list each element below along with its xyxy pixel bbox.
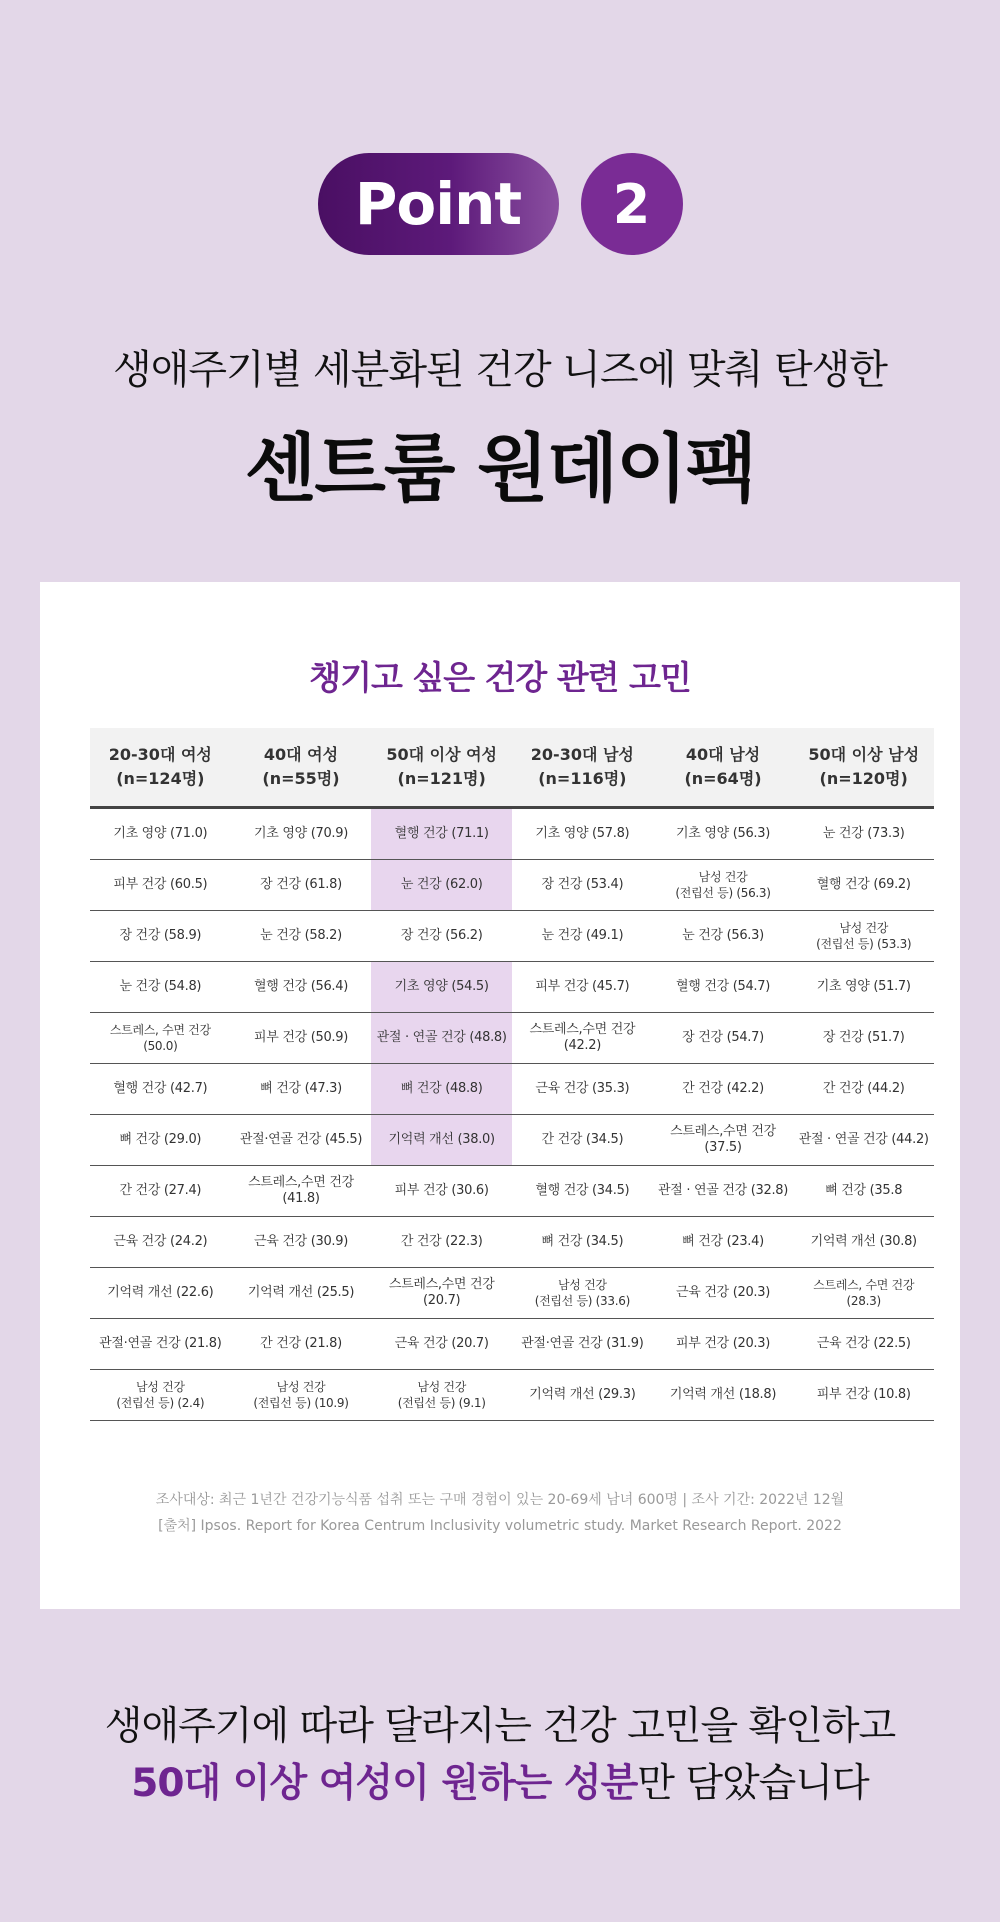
- table-row: [90, 1115, 934, 1166]
- table-cell: 눈 건강 (49.1): [541, 928, 624, 943]
- table-row: [90, 1166, 934, 1217]
- table-cell: 간 건강 (22.3): [400, 1234, 483, 1249]
- table-cell: 장 건강 (53.4): [541, 877, 624, 892]
- table-cell: 근육 건강 (35.3): [535, 1081, 630, 1096]
- point-badge-row: [0, 153, 1000, 255]
- column-sample-size: (n=116명): [538, 769, 627, 788]
- table-cell: 피부 건강 (20.3): [676, 1336, 771, 1351]
- table-cell: 스트레스, 수면 건강 (50.0): [109, 1023, 211, 1053]
- table-cell: 근육 건강 (20.7): [394, 1336, 489, 1351]
- column-header: [231, 728, 372, 806]
- table-cell: 눈 건강 (58.2): [260, 928, 342, 943]
- table-row: [90, 809, 934, 860]
- table-cell: 간 건강 (42.2): [682, 1081, 764, 1096]
- table-cell: 스트레스,수면 건강 (20.7): [388, 1277, 495, 1308]
- table-row: [90, 1013, 934, 1064]
- table-cell: 기억력 개선 (25.5): [247, 1285, 355, 1300]
- table-body: [90, 809, 934, 1421]
- column-group-label: 40대 여성: [263, 745, 339, 764]
- table-cell: 뼈 건강 (23.4): [682, 1234, 764, 1249]
- table-cell: 장 건강 (58.9): [119, 928, 202, 943]
- table-cell: 관절 · 연골 건강 (44.2): [798, 1132, 929, 1147]
- table-row: [90, 1217, 934, 1268]
- table-cell: 피부 건강 (45.7): [535, 979, 630, 994]
- footnote: [40, 1487, 960, 1539]
- table-cell: 눈 건강 (73.3): [822, 826, 905, 841]
- table-cell: 기억력 개선 (22.6): [107, 1285, 214, 1300]
- table-cell: 혈행 건강 (54.7): [676, 979, 771, 994]
- column-header: [793, 728, 934, 806]
- table-cell: 남성 건강 (전립선 등) (10.9): [253, 1380, 349, 1410]
- table-cell: 혈행 건강 (69.2): [816, 877, 911, 892]
- closing-accent-text: 50대 이상 여성이 원하는 성분: [131, 1761, 638, 1806]
- table-cell: 피부 건강 (10.8): [816, 1387, 911, 1402]
- survey-target-note: 조사대상: 최근 1년간 건강기능식품 섭취 또는 구매 경험이 있는 20-69세 남녀 600명 | 조사 기간: 2022년 12월: [155, 1492, 845, 1508]
- table-cell: 관절·연골 건강 (45.5): [239, 1132, 363, 1147]
- table-cell: 뼈 건강 (35.8: [825, 1183, 903, 1198]
- table-row: [90, 1064, 934, 1115]
- table-cell: 근육 건강 (22.5): [816, 1336, 911, 1351]
- table-cell: 스트레스,수면 건강 (42.2): [529, 1022, 636, 1053]
- closing-rest-text: 만 담았습니다: [637, 1761, 869, 1806]
- table-cell: 기억력 개선 (38.0): [371, 1115, 512, 1165]
- point-label-pill: Point: [318, 153, 559, 255]
- table-header: [90, 728, 934, 809]
- table-cell: 혈행 건강 (71.1): [371, 809, 512, 859]
- table-cell: 피부 건강 (50.9): [254, 1030, 348, 1045]
- table-cell: 근육 건강 (20.3): [676, 1285, 771, 1300]
- table-cell: 기초 영양 (54.5): [371, 962, 512, 1012]
- table-cell: 남성 건강 (전립선 등) (2.4): [116, 1380, 205, 1410]
- table-cell: 근육 건강 (24.2): [113, 1234, 208, 1249]
- header-subtitle: 생애주기별 세분화된 건강 니즈에 맞춰 탄생한: [113, 347, 887, 393]
- table-cell: 근육 건강 (30.9): [254, 1234, 348, 1249]
- column-sample-size: (n=121명): [397, 769, 486, 788]
- table-cell: 뼈 건강 (48.8): [371, 1064, 512, 1114]
- table-cell: 남성 건강 (전립선 등) (56.3): [675, 870, 771, 900]
- table-cell: 장 건강 (61.8): [260, 877, 342, 892]
- table-cell: 기억력 개선 (18.8): [669, 1387, 777, 1402]
- table-cell: 뼈 건강 (29.0): [119, 1132, 202, 1147]
- table-cell: 기초 영양 (51.7): [816, 979, 911, 994]
- table-cell: 혈행 건강 (56.4): [254, 979, 348, 994]
- survey-table: [90, 728, 934, 1421]
- column-group-label: 40대 남성: [685, 745, 761, 764]
- table-cell: 기초 영양 (56.3): [676, 826, 771, 841]
- column-header: [371, 728, 512, 806]
- table-cell: 피부 건강 (30.6): [394, 1183, 489, 1198]
- table-cell: 기초 영양 (71.0): [113, 826, 208, 841]
- column-sample-size: (n=64명): [684, 769, 762, 788]
- table-cell: 혈행 건강 (34.5): [535, 1183, 630, 1198]
- table-cell: 기억력 개선 (29.3): [529, 1387, 636, 1402]
- table-cell: 스트레스, 수면 건강 (28.3): [813, 1278, 915, 1308]
- table-row: [90, 860, 934, 911]
- table-cell: 남성 건강 (전립선 등) (53.3): [816, 921, 912, 951]
- table-cell: 뼈 건강 (34.5): [541, 1234, 624, 1249]
- table-cell: 뼈 건강 (47.3): [260, 1081, 342, 1096]
- survey-card: [40, 582, 960, 1609]
- closing-line-2: [0, 1752, 1000, 1808]
- table-row: [90, 1319, 934, 1370]
- table-cell: 기초 영양 (57.8): [535, 826, 630, 841]
- table-cell: 기초 영양 (70.9): [254, 826, 348, 841]
- table-cell: 스트레스,수면 건강 (41.8): [248, 1175, 354, 1206]
- column-group-label: 20-30대 남성: [530, 745, 634, 764]
- table-cell: 기억력 개선 (30.8): [810, 1234, 917, 1249]
- table-cell: 남성 건강 (전립선 등) (33.6): [534, 1278, 630, 1308]
- closing-line-1: 생애주기에 따라 달라지는 건강 고민을 확인하고: [104, 1704, 896, 1749]
- table-cell: 눈 건강 (56.3): [682, 928, 764, 943]
- table-cell: 관절 · 연골 건강 (32.8): [658, 1183, 789, 1198]
- column-group-label: 50대 이상 여성: [386, 745, 498, 764]
- column-group-label: 50대 이상 남성: [808, 745, 920, 764]
- column-sample-size: (n=55명): [262, 769, 340, 788]
- table-cell: 장 건강 (56.2): [400, 928, 483, 943]
- table-row: [90, 1268, 934, 1319]
- column-sample-size: (n=120명): [819, 769, 908, 788]
- table-cell: 간 건강 (34.5): [541, 1132, 624, 1147]
- table-cell: 간 건강 (44.2): [822, 1081, 905, 1096]
- table-cell: 남성 건강 (전립선 등) (9.1): [397, 1380, 486, 1410]
- table-cell: 눈 건강 (62.0): [371, 860, 512, 910]
- table-cell: 스트레스,수면 건강 (37.5): [670, 1124, 776, 1155]
- table-cell: 혈행 건강 (42.7): [113, 1081, 208, 1096]
- column-sample-size: (n=124명): [116, 769, 205, 788]
- column-header: [512, 728, 653, 806]
- table-cell: 간 건강 (21.8): [260, 1336, 342, 1351]
- table-cell: 장 건강 (51.7): [822, 1030, 905, 1045]
- column-group-label: 20-30대 여성: [108, 745, 212, 764]
- column-header: [653, 728, 794, 806]
- table-row: [90, 911, 934, 962]
- table-cell: 눈 건강 (54.8): [119, 979, 202, 994]
- table-cell: 장 건강 (54.7): [682, 1030, 764, 1045]
- table-cell: 간 건강 (27.4): [119, 1183, 202, 1198]
- table-cell: 관절 · 연골 건강 (48.8): [371, 1013, 512, 1063]
- source-note: [출처] Ipsos. Report for Korea Centrum Inclusivity volumetric study. Market Research Report. 2022: [158, 1518, 842, 1534]
- table-cell: 피부 건강 (60.5): [113, 877, 208, 892]
- table-cell: 관절·연골 건강 (31.9): [521, 1336, 644, 1351]
- table-cell: 관절·연골 건강 (21.8): [99, 1336, 222, 1351]
- survey-table-title: 챙기고 싶은 건강 관련 고민: [309, 658, 691, 697]
- table-row: [90, 1370, 934, 1421]
- page-title: 센트룸 원데이팩: [244, 426, 756, 512]
- point-number-circle: 2: [581, 153, 683, 255]
- table-row: [90, 962, 934, 1013]
- column-header: [90, 728, 231, 806]
